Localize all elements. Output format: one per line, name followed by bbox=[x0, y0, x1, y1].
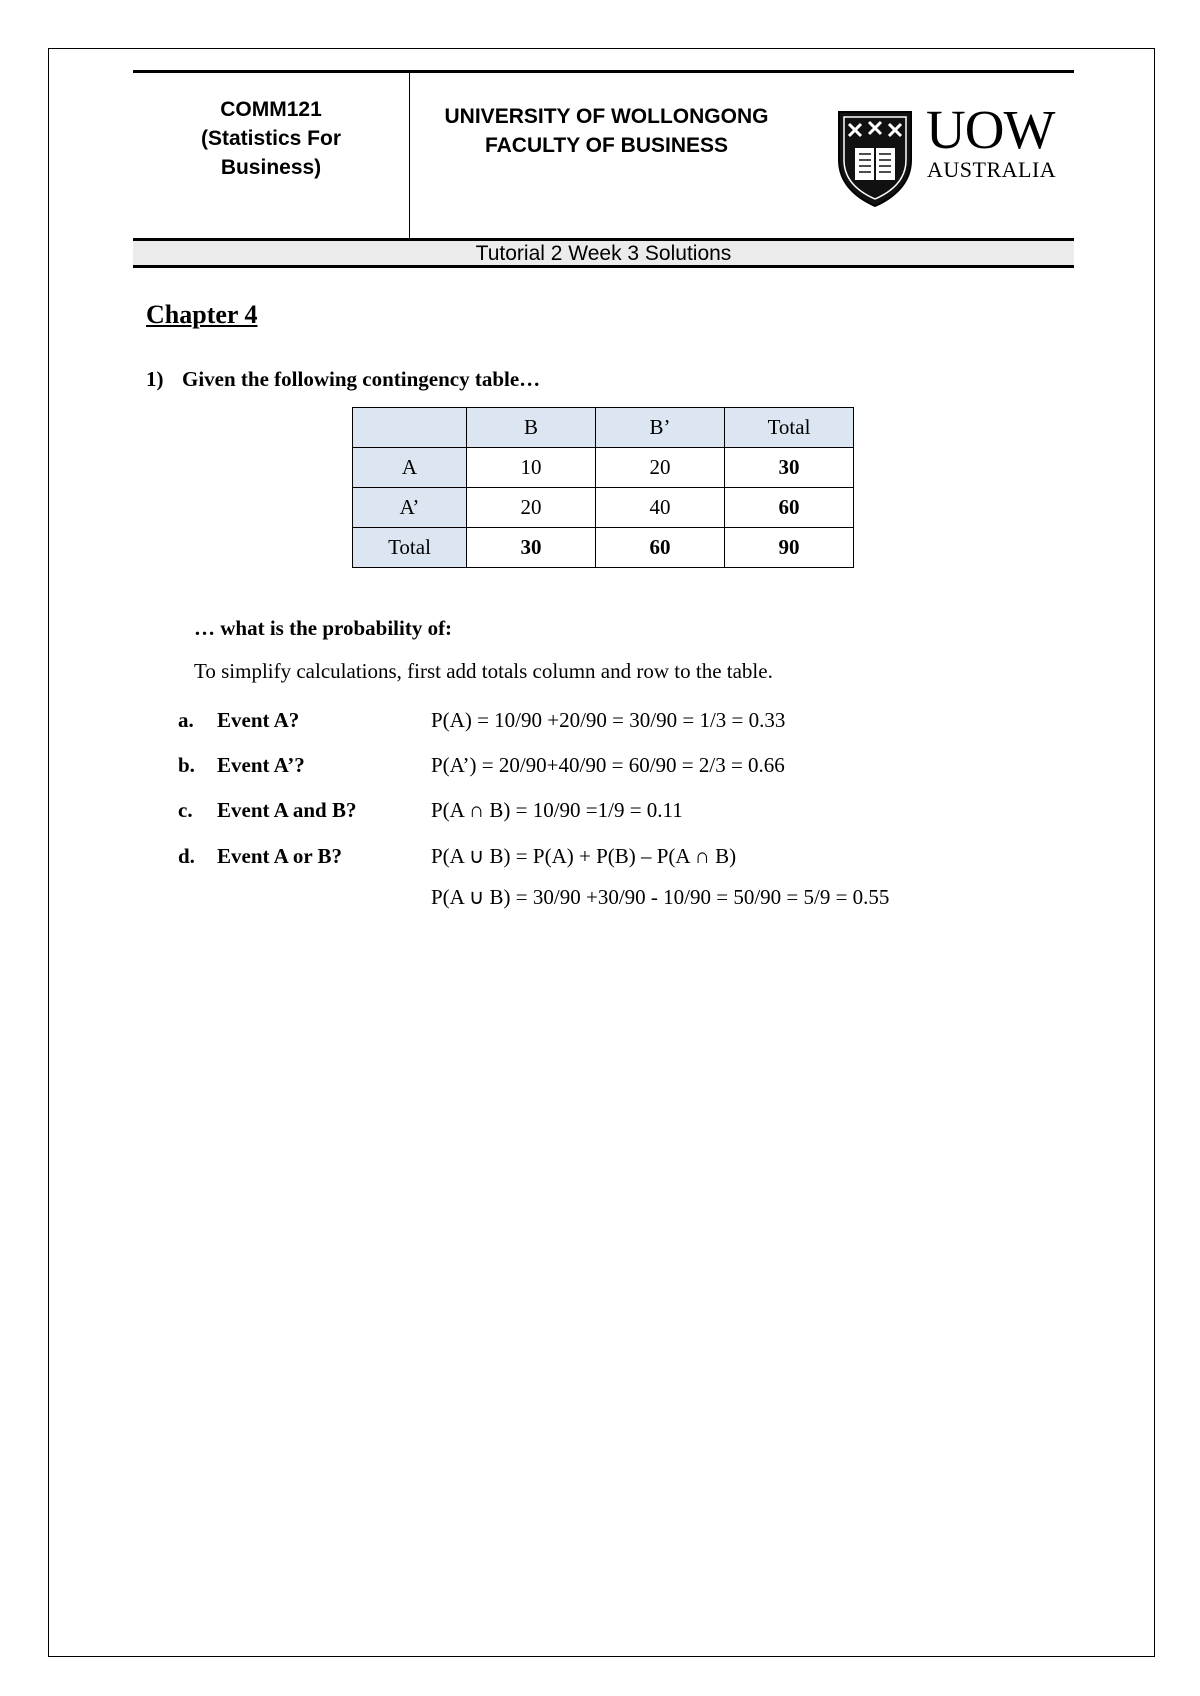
chapter-heading: Chapter 4 bbox=[146, 300, 258, 329]
item-label: Event A or B? bbox=[217, 844, 343, 868]
table-cell-total: 30 bbox=[725, 448, 854, 488]
item-label: Event A? bbox=[217, 708, 300, 732]
table-cell: 20 bbox=[596, 448, 725, 488]
prompt-text: … what is the probability of: bbox=[194, 616, 453, 640]
table-row bbox=[353, 488, 854, 528]
table-header-cell: B’ bbox=[596, 408, 725, 448]
item-letter: b. bbox=[178, 753, 195, 777]
note-text: To simplify calculations, first add totals column and row to the table. bbox=[194, 659, 773, 683]
table-header-cell: Total bbox=[725, 408, 854, 448]
table-cell: 40 bbox=[596, 488, 725, 528]
table-cell: 20 bbox=[467, 488, 596, 528]
logo-wordmark: UOW bbox=[926, 99, 1055, 160]
course-name-line2: Business) bbox=[220, 156, 322, 179]
logo-country: AUSTRALIA bbox=[927, 157, 1057, 182]
table-header-cell bbox=[353, 408, 467, 448]
table-row bbox=[353, 528, 854, 568]
question-text: Given the following contingency table… bbox=[182, 367, 541, 391]
question-number: 1) bbox=[146, 367, 164, 391]
table-cell-total: 60 bbox=[596, 528, 725, 568]
item-answer: P(A’) = 20/90+40/90 = 60/90 = 2/3 = 0.66 bbox=[431, 753, 785, 777]
table-cell: 10 bbox=[467, 448, 596, 488]
university-name: UNIVERSITY OF WOLLONGONG bbox=[444, 105, 769, 128]
contingency-table bbox=[352, 407, 854, 568]
row-label: A bbox=[353, 448, 467, 488]
item-answer: P(A ∪ B) = P(A) + P(B) – P(A ∩ B) bbox=[431, 844, 737, 868]
crest-icon bbox=[835, 104, 915, 208]
table-cell-total: 30 bbox=[467, 528, 596, 568]
item-label: Event A and B? bbox=[217, 798, 357, 822]
subtitle-band: Tutorial 2 Week 3 Solutions bbox=[133, 238, 1074, 268]
question-1 bbox=[146, 367, 540, 392]
course-name-line1: (Statistics For bbox=[200, 127, 342, 150]
table-header-row bbox=[353, 408, 854, 448]
item-letter: c. bbox=[178, 798, 193, 822]
item-answer-continued: P(A ∪ B) = 30/90 +30/90 - 10/90 = 50/90 = 5/9 = 0.55 bbox=[431, 885, 890, 909]
header-top-rule bbox=[133, 70, 1074, 73]
faculty-name: FACULTY OF BUSINESS bbox=[484, 134, 729, 157]
table-row bbox=[353, 448, 854, 488]
table-cell-grand-total: 90 bbox=[725, 528, 854, 568]
row-label: A’ bbox=[353, 488, 467, 528]
course-title bbox=[133, 95, 409, 182]
row-label: Total bbox=[353, 528, 467, 568]
institution bbox=[409, 102, 804, 160]
course-code: COMM121 bbox=[220, 98, 322, 121]
item-letter: a. bbox=[178, 708, 194, 732]
item-letter: d. bbox=[178, 844, 195, 868]
item-answer: P(A ∩ B) = 10/90 =1/9 = 0.11 bbox=[431, 798, 683, 822]
table-cell-total: 60 bbox=[725, 488, 854, 528]
item-label: Event A’? bbox=[217, 753, 305, 777]
item-answer: P(A) = 10/90 +20/90 = 30/90 = 1/3 = 0.33 bbox=[431, 708, 786, 732]
table-header-cell: B bbox=[467, 408, 596, 448]
uow-logo bbox=[835, 99, 1075, 208]
